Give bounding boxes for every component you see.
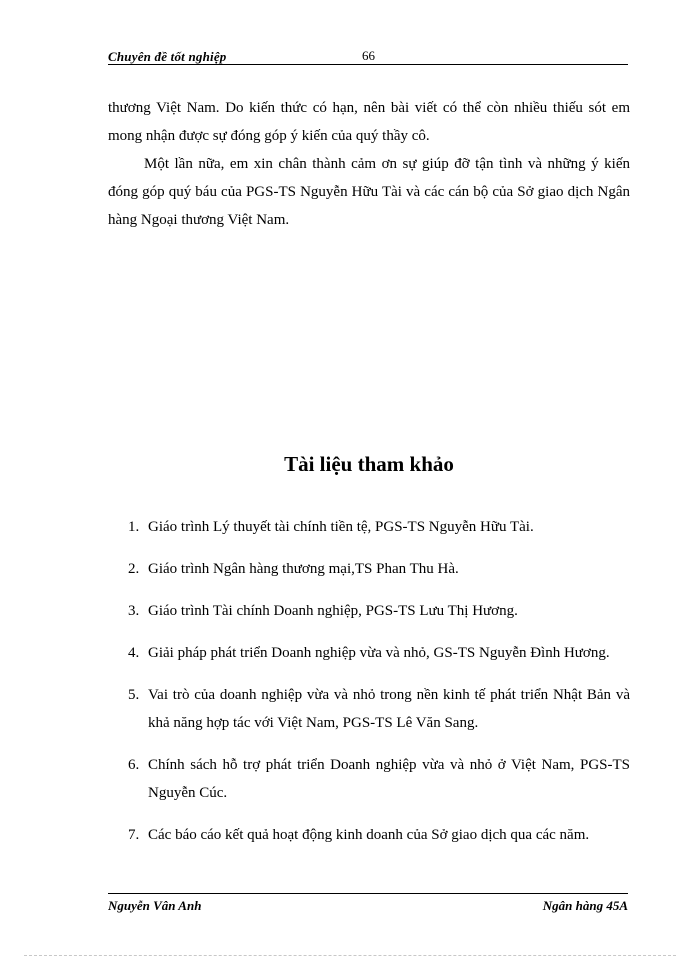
body-text xyxy=(108,94,630,234)
reference-item xyxy=(108,681,630,737)
reference-number: 5. xyxy=(128,687,140,703)
reference-text: Vai trò của doanh nghiệp vừa và nhỏ trong nền kinh tế phát triển Nhật Bản và khả năng hợp tác với Việt Nam, PGS-TS Lê Văn Sang. xyxy=(148,687,630,731)
reference-item xyxy=(108,513,630,541)
reference-list xyxy=(108,513,630,863)
page-edge-divider xyxy=(24,955,676,956)
reference-item xyxy=(108,555,630,583)
reference-number: 2. xyxy=(128,561,140,577)
references-heading: Tài liệu tham khảo xyxy=(284,452,454,476)
reference-item xyxy=(108,639,630,667)
reference-number: 6. xyxy=(128,757,140,773)
reference-item xyxy=(108,821,630,849)
footer-rule xyxy=(108,893,628,894)
reference-item xyxy=(108,597,630,625)
footer-author: Nguyễn Vân Anh xyxy=(108,898,202,913)
reference-text: Giáo trình Tài chính Doanh nghiệp, PGS-TS Lưu Thị Hương. xyxy=(148,603,518,619)
reference-number: 4. xyxy=(128,645,140,661)
reference-number: 3. xyxy=(128,603,140,619)
page-footer xyxy=(108,898,628,914)
reference-number: 7. xyxy=(128,827,140,843)
header-rule xyxy=(108,64,628,65)
reference-text: Giáo trình Lý thuyết tài chính tiền tệ, PGS-TS Nguyễn Hữu Tài. xyxy=(148,519,534,535)
footer-class: Ngân hàng 45A xyxy=(542,898,628,913)
header-title: Chuyên đề tốt nghiệp xyxy=(108,49,227,64)
reference-text: Giáo trình Ngân hàng thương mại,TS Phan Thu Hà. xyxy=(148,561,459,577)
reference-text: Giải pháp phát triển Doanh nghiệp vừa và nhỏ, GS-TS Nguyễn Đình Hương. xyxy=(148,645,610,661)
page-number: 66 xyxy=(362,48,375,63)
paragraph: thương Việt Nam. Do kiến thức có hạn, nên bài viết có thể còn nhiều thiếu sót em mong nhận được sự đóng góp ý kiến của quý thầy cô. xyxy=(108,100,630,144)
reference-number: 1. xyxy=(128,519,140,535)
reference-item xyxy=(108,751,630,807)
reference-text: Chính sách hỗ trợ phát triển Doanh nghiệp vừa và nhỏ ở Việt Nam, PGS-TS Nguyễn Cúc. xyxy=(148,757,630,801)
reference-text: Các báo cáo kết quả hoạt động kinh doanh của Sở giao dịch qua các năm. xyxy=(148,827,590,843)
paragraph: Một lần nữa, em xin chân thành cảm ơn sự giúp đỡ tận tình và những ý kiến đóng góp quý báu của PGS-TS Nguyễn Hữu Tài và các cán bộ của Sở giao dịch Ngân hàng Ngoại thương Việt Nam. xyxy=(108,156,630,228)
